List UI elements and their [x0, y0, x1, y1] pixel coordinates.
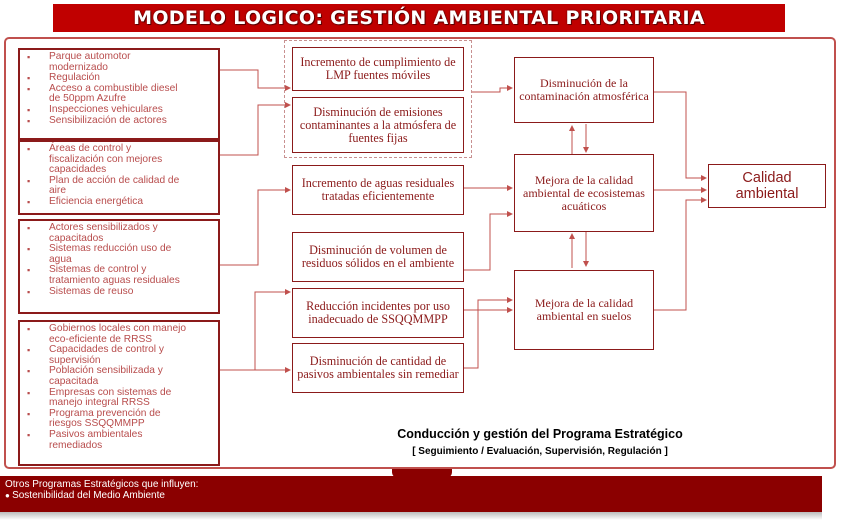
- result-soils: Mejora de la calidad ambiental en suelos: [514, 270, 654, 350]
- intermediate-ssqqmmpp: Reducción incidentes por uso inadecuado de SSQQMMPP: [292, 288, 464, 338]
- footer-heading: Otros Programas Estratégicos que influyen:: [5, 479, 199, 490]
- input-item: ▪ Acceso a combustible diesel: [23, 84, 216, 95]
- footer-shadow: [0, 512, 822, 520]
- input-box-water: [18, 219, 220, 314]
- input-box-air-fixed: [18, 140, 220, 215]
- input-item: ▪ Sistemas de control y: [23, 265, 216, 276]
- intermediate-emissions-fixed: Disminución de emisiones contaminantes a la atmósfera de fuentes fijas: [292, 97, 464, 153]
- input-item: ▪ Sistemas reducción uso de: [23, 244, 216, 255]
- input-item: ▪ Capacidades de control y: [23, 345, 216, 356]
- diagram-title: MODELO LOGICO: GESTIÓN AMBIENTAL PRIORITARIA: [53, 4, 785, 32]
- footer-other-programs: [0, 476, 822, 512]
- input-item-continued: capacidades: [49, 164, 107, 176]
- input-item-continued: eco-eficiente de RRSS: [49, 333, 153, 345]
- input-item: ▪ Regulación: [23, 73, 216, 84]
- intermediate-wastewater: Incremento de aguas residuales tratadas eficientemente: [292, 165, 464, 215]
- input-item-continued: tratamiento aguas residuales: [49, 274, 180, 286]
- input-item-continued: riesgos SSQQMMPP: [49, 418, 145, 430]
- input-item: ▪ Áreas de control y: [23, 144, 216, 155]
- intermediate-solid-waste: Disminución de volumen de residuos sólidos en el ambiente: [292, 232, 464, 282]
- input-item: ▪ Plan de acción de calidad de: [23, 176, 216, 187]
- input-item-continued: capacitados: [49, 232, 104, 244]
- input-item: ▪ Población sensibilizada y: [23, 366, 216, 377]
- input-item: ▪ Parque automotor: [23, 52, 216, 63]
- input-item-continued: fiscalización con mejores: [49, 153, 163, 165]
- input-item-continued: agua: [49, 253, 72, 265]
- input-item-continued: manejo integral RRSS: [49, 397, 150, 409]
- footer-program-item: ● Sostenibilidad del Medio Ambiente: [5, 490, 822, 501]
- input-box-solid-waste: [18, 320, 220, 466]
- intermediate-pasivos: Disminución de cantidad de pasivos ambientales sin remediar: [292, 343, 464, 393]
- input-item-continued: aire: [49, 185, 66, 197]
- input-item: ▪ Actores sensibilizados y: [23, 223, 216, 234]
- input-item: ▪ Pasivos ambientales: [23, 430, 216, 441]
- input-item-continued: modernizado: [49, 61, 108, 73]
- input-item: ▪ Eficiencia energética: [23, 197, 216, 208]
- input-item: ▪ Sensibilización de actores: [23, 116, 216, 127]
- input-item: ▪ Sistemas de reuso: [23, 287, 216, 298]
- result-air-contamination: Disminución de la contaminación atmosférica: [514, 57, 654, 123]
- result-aquatic-ecosystems: Mejora de la calidad ambiental de ecosistemas acuáticos: [514, 154, 654, 232]
- input-item: ▪ Gobiernos locales con manejo: [23, 324, 216, 335]
- input-item-continued: supervisión: [49, 354, 101, 366]
- conduction-title: Conducción y gestión del Programa Estratégico: [397, 427, 683, 441]
- input-item: ▪ Inspecciones vehiculares: [23, 105, 216, 116]
- input-item-continued: capacitada: [49, 375, 99, 387]
- conduction-subtitle: [ Seguimiento / Evaluación, Supervisión, Regulación ]: [412, 446, 668, 457]
- intermediate-lmp-mobile: Incremento de cumplimiento de LMP fuentes móviles: [292, 47, 464, 91]
- input-box-air-mobile: [18, 48, 220, 140]
- input-item-continued: de 50ppm Azufre: [49, 93, 127, 105]
- input-item: ▪ Empresas con sistemas de: [23, 388, 216, 399]
- final-outcome-calidad-ambiental: Calidad ambiental: [708, 164, 826, 208]
- input-item-continued: remediados: [49, 439, 103, 451]
- input-item: ▪ Programa prevención de: [23, 409, 216, 420]
